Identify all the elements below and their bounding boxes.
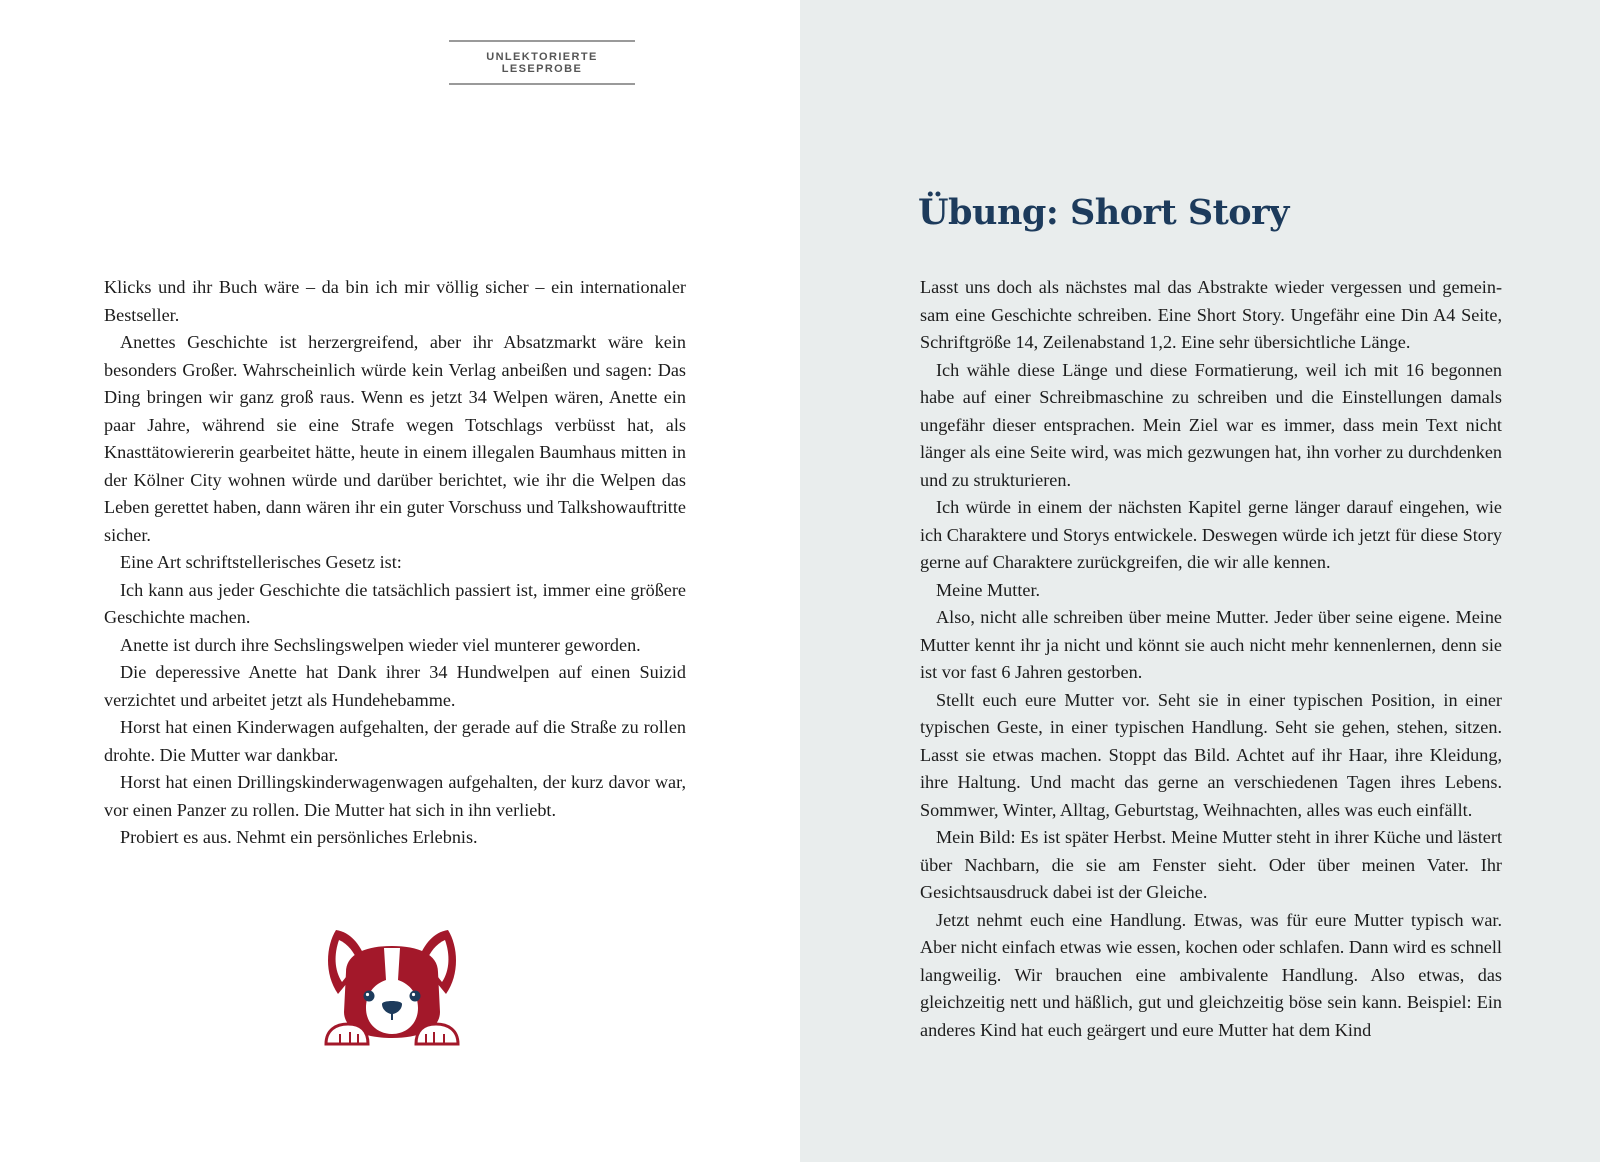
paragraph: Meine Mutter. (936, 579, 1041, 600)
paragraph: Klicks und ihr Buch wäre – da bin ich mir völlig sicher – ein internationaler Bestseller. (104, 277, 686, 325)
paragraph: Stellt euch eure Mutter vor. Seht sie in einer typischen Position, in einer typischen Geste, in einer typischen Handlung. Seht sie gehen, stehen, sitzen. Lasst sie etwas machen. Stoppt das Bild. Achtet auf ihr Haar, ihre Kleidung, ihre Haltung. Und macht das gerne an verschiedenen Tagen ihres Lebens. Sommwer, Winter, Alltag, Geburtstag, Weihnachten, alles was euch einfällt. (920, 689, 1502, 820)
french-bulldog-icon (322, 924, 462, 1050)
paragraph: Ich kann aus jeder Geschichte die tatsächlich passiert ist, immer eine größere Geschichte machen. (104, 579, 686, 627)
paragraph: Lasst uns doch als nächstes mal das Abstrakte wieder vergessen und gemeinsam eine Geschichte schreiben. Eine Short Story. Ungefähr eine Din A4 Seite, Schriftgröße 14, Zeilenabstand 1,2. Eine sehr übersichtliche Länge. (920, 277, 1502, 352)
chapter-title: Übung: Short Story (918, 192, 1289, 233)
paragraph: Anette ist durch ihre Sechslingswelpen wieder viel munterer geworden. (120, 634, 641, 655)
left-body-text (104, 274, 686, 852)
right-body-text (920, 274, 1502, 1044)
paragraph: Mein Bild: Es ist später Herbst. Meine Mutter steht in ihrer Küche und lästert über Nachbarn, die sie am Fenster sieht. Oder über meinen Vater. Ihr Gesichtsausdruck dabei ist der Gleiche. (920, 827, 1502, 902)
paragraph: Ich würde in einem der nächsten Kapitel gerne länger darauf eingehen, wie ich Charaktere und Storys entwickele. Deswegen würde ich jetzt für diese Story gerne auf Charaktere zurückgreifen, die wir alle kennen. (920, 497, 1502, 572)
paragraph: Jetzt nehmt euch eine Handlung. Etwas, was für eure Mutter typisch war. Aber nicht einfach etwas wie essen, kochen oder schlafen. Dann wird es schnell langweilig. Wir brauchen eine ambivalente Handlung. Also etwas, das gleichzeitig nett und häßlich, gut und gleichzeitig böse sein kann. Beispiel: Ein anderes Kind hat euch geärgert und eure Mutter hat dem Kind (920, 909, 1502, 1040)
paragraph: Die deperessive Anette hat Dank ihrer 34 Hundwelpen auf einen Suizid verzichtet und arbeitet jetzt als Hundehebamme. (104, 662, 686, 710)
paragraph: Horst hat einen Kinderwagen aufgehalten, der gerade auf die Straße zu rollen drohte. Die Mutter war dankbar. (104, 717, 686, 765)
paragraph: Also, nicht alle schreiben über meine Mutter. Jeder über seine eigene. Meine Mutter kennt ihr ja nicht und könnt sie auch nicht mehr kennenlernen, denn sie ist vor fast 6 Jahren gestorben. (920, 607, 1502, 682)
paragraph: Anettes Geschichte ist herzergreifend, aber ihr Absatzmarkt wäre kein besonders Großer. Wahrscheinlich würde kein Verlag anbeißen und sagen: Das Ding bringen wir ganz groß raus. Wenn es jetzt 34 Welpen wären, Anette ein paar Jahre, während sie eine Strafe wegen Totschlags verbüsst hat, als Knasttätowiererin gearbeitet hätte, heute in einem illegalen Baumhaus mitten in der Kölner City wohnen würde und darüber berichtet, wie ihr die Welpen das Leben gerettet haben, dann wären ihr ein guter Vorschuss und Talkshowauftritte sicher. (104, 332, 686, 545)
paragraph: Horst hat einen Drillingskinderwagenwagen aufgehalten, der kurz davor war, vor einen Panzer zu rollen. Die Mutter hat sich in ihn verliebt. (104, 772, 686, 820)
running-header: UNLEKTORIERTE LESEPROBE (449, 40, 635, 85)
paragraph: Probiert es aus. Nehmt ein persönliches Erlebnis. (120, 827, 478, 847)
paragraph: Eine Art schriftstellerisches Gesetz ist: (120, 552, 402, 572)
paragraph: Ich wähle diese Länge und diese Formatierung, weil ich mit 16 begonnen habe auf einer Schreibmaschine zu schreiben und die Einstellungen damals ungefähr dieser entsprachen. Mein Ziel war es immer, dass mein Text nicht länger als eine Seite wird, was mich gezwungen hat, ihn vorher zu durchdenken und zu strukturieren. (920, 359, 1502, 490)
